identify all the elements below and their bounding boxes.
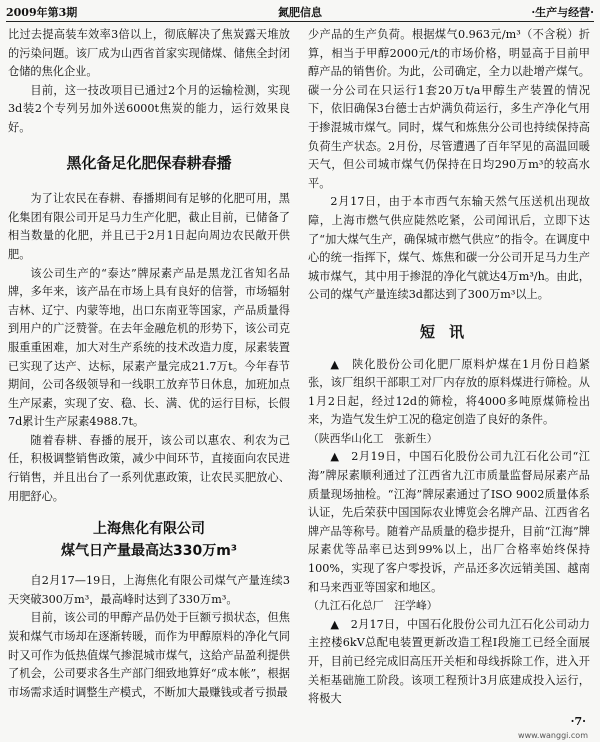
paragraph: 比过去提高装车效率3倍以上，彻底解决了焦炭露天堆放的污染问题。该厂成为山西省首家实现储煤、储焦全封闭仓储的焦化企业。 [8, 28, 290, 79]
news-source: （陕西华山化工 张新生） [308, 431, 438, 445]
article-title-line: 上海焦化有限公司 [93, 521, 205, 538]
paragraph: 该公司生产的“泰达”牌尿素产品是黑龙江省知名品牌，多年来，该产品在市场上具有良好的信誉，市场辐射吉林、辽宁、内蒙等地，出口东南亚等国家，产品质量得到用户的广泛赞誉。在去年金融危机的形势下，该公司克服重重困难，加大对生产系统的技术改造力度，尿素装置已实现了达产、达标，尿素产量完成21.7万t。今年春节期间，公司各级领导和一线职工放弃节日休息，加班加点生产尿素，实现了安、稳、长、满、优的运行目标，长假7d累计生产尿素4988.7t。 [8, 266, 290, 429]
news-item: ▲ 陕化股份公司化肥厂原料炉煤在1月份日趋紧张，该厂组织干部职工对厂内存放的原料煤进行筛检。从1月2日起，经过12d的筛检，将4000多吨原煤筛检出来，为造气发生炉工况的稳定创造了良好的条件。 [308, 357, 590, 427]
right-column [308, 26, 590, 709]
section-title: 短讯 [419, 322, 478, 341]
article-title: 黑化备足化肥保春耕春播 [66, 153, 232, 172]
paragraph: 目前，该公司的甲醇产品仍处于巨额亏损状态，但焦炭和煤气市场却在逐渐转暖，而作为甲醇原料的净化气同时又可作为低热值煤气掺混城市煤气，这給产品盈利提供了机会，公司要求各生产部门细致地算好“成本帐”，根据市场需求适时调整生产模式，不断加大最赚钱或者亏损最 [8, 611, 290, 699]
paragraph: 目前，这一技改项目已通过2个月的运输检测，实现3d装2个专列另加外送6000t焦炭的能力，运行效果良好。 [8, 83, 290, 134]
paragraph: 少产品的生产负荷。根据煤气0.963元/m³（不含税）折算，相当于甲醇2000元/t的市场价格，明显高于目前甲醇产品的销售价。为此，公司确定，全力以赴增产煤气。碳一分公司在只运行1套20万t/a甲醇生产装置的情况下，依旧确保3台德士古炉满负荷运行，多生产净化气用于掺混城市煤气。同时，煤气和炼焦分公司也持续保持高负荷生产状态。2月份，尽管遭遇了百年罕见的高温回暖天气，但公司城市煤气仍保持在日均290万m³的较高水平。 [308, 28, 590, 190]
news-item: ▲ 2月17日，中国石化股份公司九江石化公司动力主控楼6kV总配电装置更新改造工程Ⅰ段施工已经全面展开，目前已经完成旧高压开关柜和母线拆除工作，进入开关柜基础施工阶段。该项工程预计3月底建成投入运行，将极大 [308, 617, 590, 706]
issue-label: 2009年第3期 [6, 6, 78, 19]
section-label: ·生产与经营· [531, 6, 594, 19]
paragraph: 2月17日，由于本市西气东输天然气压送机出现故障，上海市燃气供应陡然吃紧，公司闻讯后，立即下达了“加大煤气生产，确保城市燃气供应”的指令。在调度中心的统一指挥下，煤气、炼焦和碳一分公司开足马力生产城市煤气，其中用于掺混的净化气就达4万m³/h。由此，公司的煤气产量连续3d都达到了300万m³以上。 [308, 195, 590, 302]
article-title [8, 518, 290, 562]
left-column [8, 26, 290, 702]
paragraph: 随着春耕、春播的展开，该公司以惠农、利农为己任，积极调整销售政策，减少中间环节，直接面向农民进行销售，并且出台了一系列优惠政策，让农民买肥放心、用肥舒心。 [8, 433, 290, 503]
news-item: ▲ 2月19日，中国石化股份公司九江石化公司“江海”牌尿素顺利通过了江西省九江市质量监督局尿素产品质量现场抽检。“江海”牌尿素通过了ISO 9002质量体系认证，先后荣获中国国际农业博览会名牌产品、江西省名牌产品等称号。随着产品质量的稳步提升，目前“江海”牌尿素优等品率已达到99%以上，出厂合格率始终保持100%，实现了客户零投诉，产品还多次远销美国、越南和马来西亚等国家和地区。 [308, 450, 590, 594]
header-rule [6, 21, 594, 22]
paragraph: 为了让农民在春耕、春播期间有足够的化肥可用，黑化集团有限公司开足马力生产化肥，截止目前，已储备了相当数量的化肥，并且已于2月1日起向周边农民敞开供肥。 [8, 192, 290, 261]
running-header [6, 4, 594, 20]
paragraph: 自2月17—19日，上海焦化有限公司煤气产量连续3天突破300万m³，最高峰时达到了330万m³。 [8, 574, 290, 606]
journal-title: 氮肥信息 [278, 6, 322, 19]
page-number: ·7· [570, 715, 586, 728]
article-title-line: 煤气日产量最高达330万m³ [61, 543, 237, 560]
news-source: （九江石化总厂 汪学峰） [308, 599, 438, 613]
watermark: www.wanggi.com [518, 731, 588, 740]
